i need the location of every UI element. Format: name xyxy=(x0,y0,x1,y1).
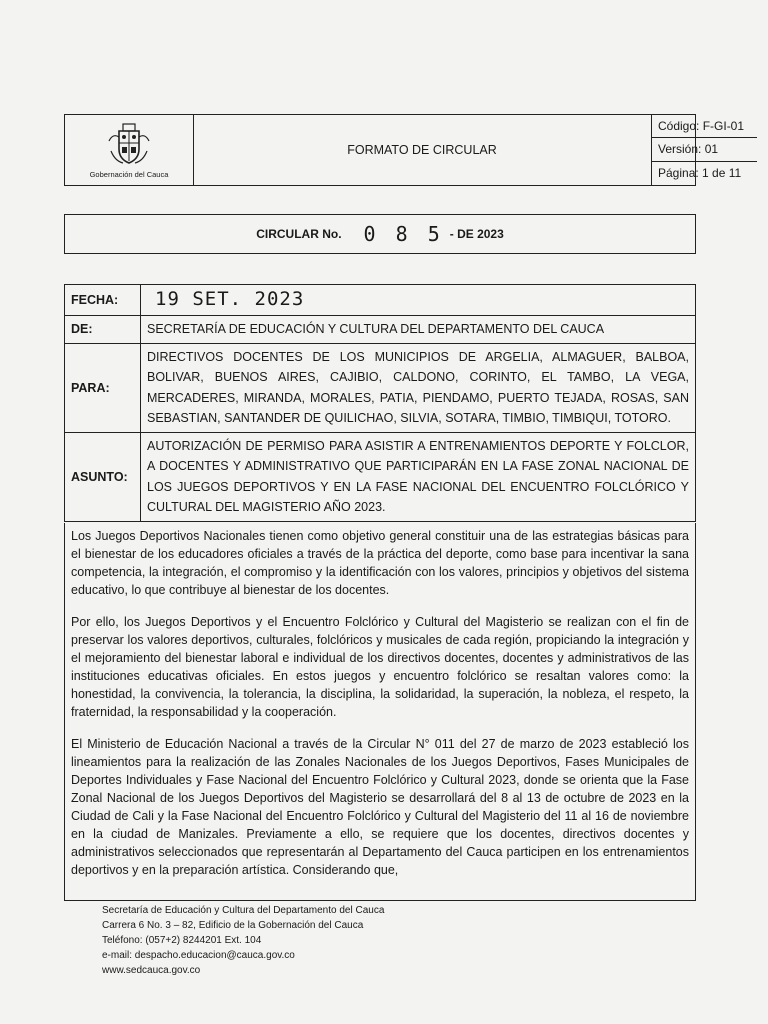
body-paragraph-3: El Ministerio de Educación Nacional a través de la Circular N° 011 del 27 de marzo de 2023 estableció los lineamientos para la realización de las Zonales Nacionales de los Juegos Deportivos, Fases Municipales de Deportes Individuales y Fase Nacional del Encuentro Folclórico y Cultural 2023, donde se orienta que la Fase Zonal Nacional de los Juegos Deportivos del Magisterio se desarrollará del 8 al 13 de octubre de 2023 en la Ciudad de Cali y la Fase Nacional del Encuentro Folclórico y Cultural del Magisterio del 11 al 16 de noviembre en la ciudad de Manizales. Previamente a ello, se requiere que los docentes, directivos docentes y administrativos seleccionados que representarán al Departamento del Cauca participen en los entrenamientos deportivos y en la preparación artística. Considerando que, xyxy=(71,737,689,877)
footer-website: www.sedcauca.gov.co xyxy=(102,965,201,976)
logo-cell xyxy=(65,115,194,185)
coat-of-arms-icon xyxy=(105,121,153,169)
document-footer xyxy=(102,903,384,978)
document-header xyxy=(64,114,745,186)
de-row xyxy=(65,316,695,344)
footer-address: Carrera 6 No. 3 – 82, Edificio de la Gobernación del Cauca xyxy=(102,920,364,931)
body-paragraph-1: Los Juegos Deportivos Nacionales tienen como objetivo general constituir una de las estrategias básicas para el bienestar de los educadores oficiales a través de la práctica del deporte, como base para incentivar la sana competencia, la integración, el compromiso y la identificación con los valores, principios y objetivos del sistema educativo, lo que contribuye al bienestar de los docentes. xyxy=(71,529,689,597)
document-body xyxy=(64,523,696,901)
fecha-value: 19 SET. 2023 xyxy=(155,288,305,310)
footer-phone: Teléfono: (057+2) 8244201 Ext. 104 xyxy=(102,935,262,946)
para-label: PARA: xyxy=(65,344,141,432)
body-paragraph-2: Por ello, los Juegos Deportivos y el Encuentro Folclórico y Cultural del Magisterio se realizan con el fin de preservar los valores deportivos, culturales, folclóricos y musicales de cada región, propiciando la integración y el mejoramiento del bienestar laboral e individual de los directivos docentes, docentes y administrativos de las instituciones educativas oficiales. En estos juegos y encuentro folclórico se resaltan valores como: la honestidad, la convivencia, la tolerancia, la disciplina, la solidaridad, la superación, la nobleza, el respeto, la fraternidad, la responsabilidad y la cooperación. xyxy=(71,615,689,719)
circular-prefix: CIRCULAR No. xyxy=(256,227,342,241)
form-page: Página: 1 de 11 xyxy=(658,165,742,180)
asunto-value: AUTORIZACIÓN DE PERMISO PARA ASISTIR A ENTRENAMIENTOS DEPORTE Y FOLCLOR, A DOCENTES Y ADMINISTRATIVO QUE PARTICIPARÁN EN LA FASE ZONAL NACIONAL DE LOS JUEGOS DEPORTIVOS Y EN LA FASE NACIONAL DEL ENCUENTRO FOLCLÓRICO Y CULTURAL DEL MAGISTERIO AÑO 2023. xyxy=(147,438,689,514)
footer-email: e-mail: despacho.educacion@cauca.gov.co xyxy=(102,950,295,961)
circular-number-box xyxy=(64,214,696,254)
form-code: Código: F-GI-01 xyxy=(652,115,757,138)
form-version: Versión: 01 xyxy=(652,138,757,161)
de-value: SECRETARÍA DE EDUCACIÓN Y CULTURA DEL DEPARTAMENTO DEL CAUCA xyxy=(147,322,605,336)
circular-suffix: - DE 2023 xyxy=(449,227,504,241)
asunto-row xyxy=(65,433,695,521)
info-table xyxy=(64,284,696,522)
circular-number: 0 8 5 xyxy=(363,222,444,246)
form-title: FORMATO DE CIRCULAR xyxy=(347,143,497,157)
form-meta xyxy=(651,115,757,185)
footer-office: Secretaría de Educación y Cultura del Departamento del Cauca xyxy=(102,905,385,916)
para-row xyxy=(65,344,695,433)
fecha-row xyxy=(65,285,695,316)
para-value: DIRECTIVOS DOCENTES DE LOS MUNICIPIOS DE ARGELIA, ALMAGUER, BALBOA, BOLIVAR, BUENOS AIRES, CAJIBIO, CALDONO, CORINTO, EL TAMBO, LA VEGA, MERCADERES, MIRANDA, MORALES, PATIA, PIENDAMO, PUERTO TEJADA, ROSAS, SAN SEBASTIAN, SANTANDER DE QUILICHAO, SILVIA, SOTARA, TIMBIO, TIMBIQUI, TOTORO. xyxy=(147,349,689,425)
org-name: Gobernación del Cauca xyxy=(89,170,169,179)
fecha-label: FECHA: xyxy=(65,285,141,315)
asunto-label: ASUNTO: xyxy=(65,433,141,521)
de-label: DE: xyxy=(65,316,141,343)
